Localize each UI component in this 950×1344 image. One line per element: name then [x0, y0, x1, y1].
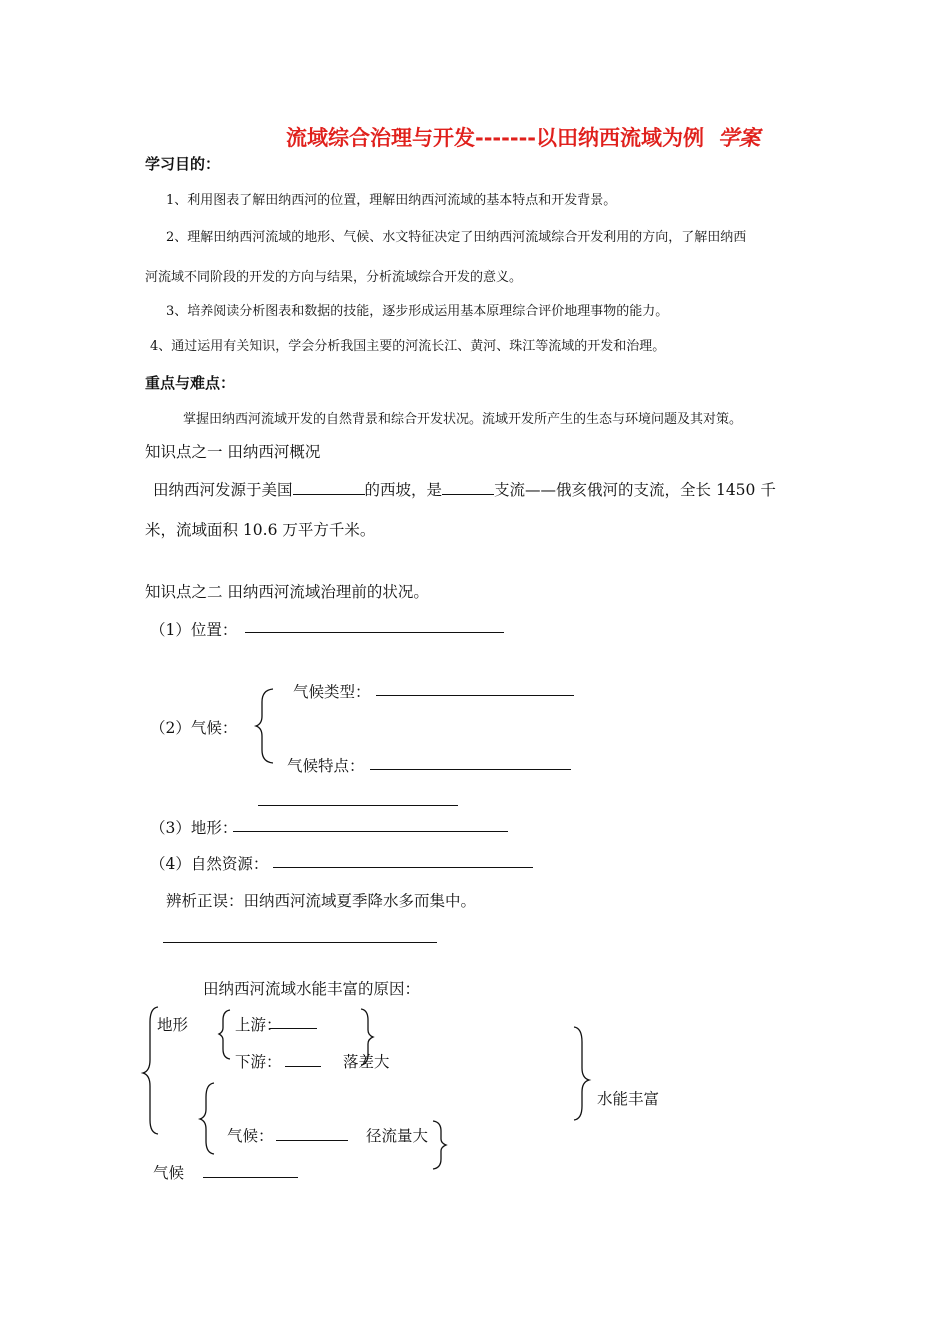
terrain-inner-brace	[219, 1010, 230, 1059]
keypoints-text: 掌握田纳西河流域开发的自然背景和综合开发状况。流域开发所产生的生态与环境问题及其对策。	[183, 412, 743, 427]
result-right-brace	[574, 1027, 589, 1120]
terrain-right-brace	[361, 1009, 373, 1065]
k1-heading: 知识点之一 田纳西河概况	[145, 443, 321, 461]
keypoints-heading: 重点与难点：	[145, 374, 236, 392]
result-label: 水能丰富	[597, 1090, 660, 1108]
k1-paragraph-line2: 米，流域面积 10.6 万平方千米。	[145, 521, 376, 539]
downstream-label: 下游：	[235, 1053, 282, 1071]
k1-text-c: 支流——俄亥俄河的支流，全长 1450 千	[494, 481, 776, 499]
k1-text-a: 田纳西河发源于美国	[153, 481, 293, 499]
k1-text-b: 的西坡，是	[364, 481, 443, 499]
drop-label: 落差大	[343, 1053, 390, 1071]
k2-heading: 知识点之二 田纳西河流域治理前的状况。	[145, 583, 429, 601]
hydro-climate-label: 气候：	[227, 1127, 274, 1145]
objective-4: 4、通过运用有关知识，学会分析我国主要的河流长江、黄河、珠江等流域的开发和治理。	[150, 339, 666, 354]
title-suffix: 学案	[718, 126, 761, 150]
outer-left-brace	[143, 1007, 158, 1134]
hydro-terrain-label: 地形	[157, 1016, 189, 1034]
objective-1: 1、利用图表了解田纳西河的位置，理解田纳西河流域的基本特点和开发背景。	[166, 193, 617, 208]
resources-label: （4）自然资源：	[150, 855, 269, 873]
climate-type-label: 气候类型：	[293, 683, 371, 701]
objectives-heading: 学习目的：	[145, 155, 221, 173]
climate-bottom-label: 气候	[153, 1164, 185, 1182]
objective-3: 3、培养阅读分析图表和数据的技能，逐步形成运用基本原理综合评价地理事物的能力。	[166, 304, 669, 319]
correction-text: 辨析正误：田纳西河流域夏季降水多而集中。	[166, 892, 477, 910]
runoff-label: 径流量大	[366, 1127, 429, 1145]
hydro-heading: 田纳西河流域水能丰富的原因：	[203, 980, 421, 998]
climate-label: （2）气候：	[150, 719, 238, 737]
location-label: （1）位置：	[150, 621, 238, 639]
terrain-label: （3）地形：	[150, 819, 238, 837]
climate-brace	[256, 689, 273, 763]
climate-feature-label: 气候特点：	[287, 757, 365, 775]
runoff-right-brace	[433, 1121, 446, 1169]
title-main: 流域综合治理与开发-------以田纳西流域为例	[286, 126, 705, 150]
upstream-label: 上游：	[235, 1016, 282, 1034]
climate-inner-brace	[200, 1083, 214, 1154]
objective-2a: 2、理解田纳西河流域的地形、气候、水文特征决定了田纳西河流域综合开发利用的方向，了解田纳西	[166, 230, 747, 245]
objective-2b: 河流域不同阶段的开发的方向与结果，分析流域综合开发的意义。	[145, 270, 523, 285]
